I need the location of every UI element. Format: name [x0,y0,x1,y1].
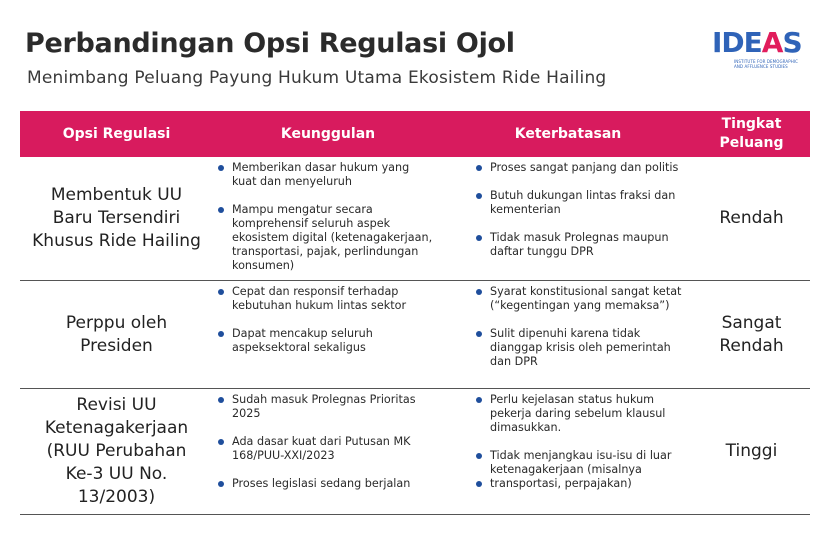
advantage-item: Mampu mengatur secara komprehensif seluruh aspek ekosistem digital (ketenagakerjaan, transportasi, pajak, perlindungan konsumen) [215,203,437,273]
logo-tagline: INSTITUTE FOR DEMOGRAPHIC AND AFFLUENCE STUDIES [734,59,798,69]
limitations-cell [443,389,693,514]
column-header-advantages: Keunggulan [280,125,376,142]
bullet-icon [476,397,482,403]
advantages-cell [213,157,443,280]
chance-cell: Sangat Rendah [719,312,784,356]
limitation-item: Butuh dukungan lintas fraksi dan kementerian [473,189,689,217]
advantage-item: Dapat mencakup seluruh aspeksektoral sekaligus [215,327,437,355]
limitation-item: Tidak masuk Prolegnas maupun daftar tunggu DPR [473,231,689,259]
comparison-table [20,111,810,515]
column-header-chance: Tingkat Peluang [719,116,784,151]
advantage-item: Proses legislasi sedang berjalan [215,477,437,491]
advantage-item: Memberikan dasar hukum yang kuat dan menyeluruh [215,161,437,189]
page-title: Perbandingan Opsi Regulasi Ojol [25,28,515,59]
bullet-icon [218,439,224,445]
bullet-icon [476,193,482,199]
table-header [20,111,810,157]
table-row [20,281,810,389]
advantage-item: Sudah masuk Prolegnas Prioritas 2025 [215,393,437,421]
bullet-icon [218,289,224,295]
table-row [20,157,810,281]
bullet-icon [218,481,224,487]
option-cell: Revisi UU Ketenagakerjaan (RUU Perubahan Ke-3 UU No. 13/2003) [44,395,189,507]
bullet-icon [218,397,224,403]
limitation-item: Syarat konstitusional sangat ketat (“kegentingan yang memaksa”) [473,285,689,313]
bullet-icon [476,453,482,459]
advantage-item: Ada dasar kuat dari Putusan MK 168/PUU-XXI/2023 [215,435,437,463]
bullet-icon [218,207,224,213]
advantages-cell [213,389,443,514]
advantages-cell [213,281,443,388]
advantage-item: Cepat dan responsif terhadap kebutuhan hukum lintas sektor [215,285,437,313]
option-cell: Membentuk UU Baru Tersendiri Khusus Ride Hailing [32,185,201,251]
table-row [20,389,810,515]
limitation-item: Proses sangat panjang dan politis [473,161,689,175]
limitation-item: Sulit dipenuhi karena tidak dianggap krisis oleh pemerintah dan DPR [473,327,689,369]
bullet-icon [476,481,482,487]
limitation-item: Tidak menjangkau isu-isu di luar ketenagakerjaan (misalnya [473,449,689,477]
logo-wordmark: IDEAS [712,26,802,59]
option-cell: Perppu oleh Presiden [65,312,168,356]
bullet-icon [476,165,482,171]
limitation-item: transportasi, perpajakan) [473,477,689,491]
bullet-icon [218,165,224,171]
bullet-icon [476,331,482,337]
ideas-logo [712,28,808,72]
bullet-icon [476,235,482,241]
bullet-icon [218,331,224,337]
bullet-icon [476,289,482,295]
limitations-cell [443,281,693,388]
page-subtitle: Menimbang Peluang Payung Hukum Utama Ekosistem Ride Hailing [27,68,607,88]
column-header-limitations: Keterbatasan [514,125,622,142]
chance-cell: Rendah [719,208,784,228]
limitations-cell [443,157,693,280]
column-header-option: Opsi Regulasi [62,125,171,142]
limitation-item: Perlu kejelasan status hukum pekerja daring sebelum klausul dimasukkan. [473,393,689,435]
chance-cell: Tinggi [725,441,778,461]
